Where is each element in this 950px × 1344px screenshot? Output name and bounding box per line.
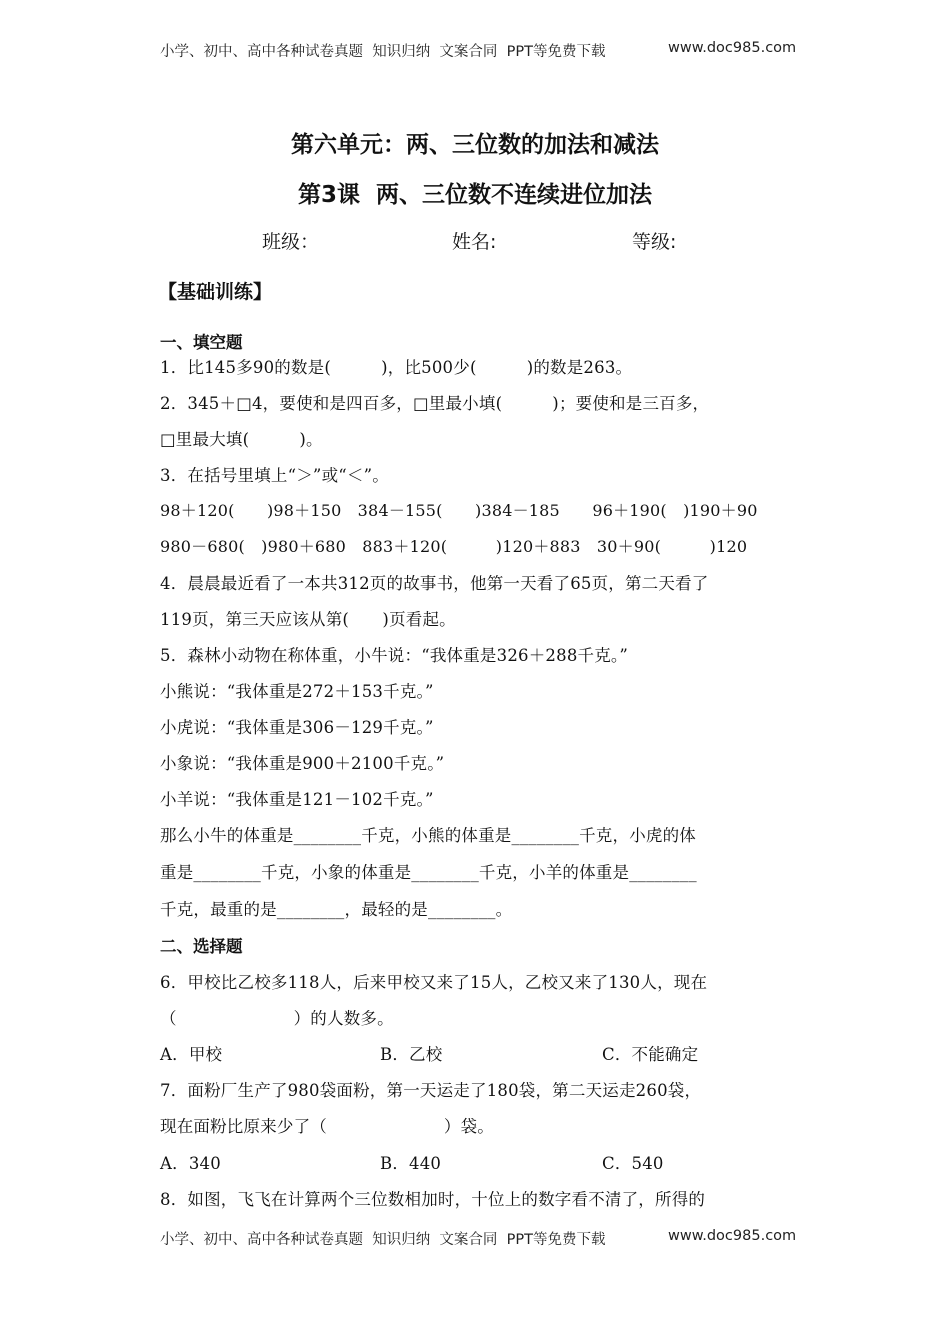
- question-line: （ ）的人数多。: [160, 1009, 394, 1028]
- lesson-title: 第3课 两、三位数不连续进位加法: [297, 182, 653, 208]
- question-line: 5．森林小动物在称体重，小牛说：“我体重是326＋288千克。”: [160, 646, 629, 665]
- part1-heading: 一、填空题: [160, 333, 243, 352]
- page-footer-text: 小学、初中、高中各种试卷真题 知识归纳 文案合同 PPT等免费下载: [160, 1232, 606, 1248]
- unit-title: 第六单元：两、三位数的加法和减法: [291, 132, 659, 158]
- question-line: 千克，最重的是________，最轻的是________。: [160, 900, 513, 919]
- question-line: 7．面粉厂生产了980袋面粉，第一天运走了180袋，第二天运走260袋，: [160, 1081, 702, 1100]
- page-header-url: www.doc985.com: [668, 40, 797, 56]
- grade-label: 等级:: [632, 231, 677, 253]
- option-b: B．440: [380, 1154, 442, 1173]
- class-label: 班级：: [262, 231, 320, 253]
- question-line: 6．甲校比乙校多118人，后来甲校又来了15人，乙校又来了130人，现在: [160, 973, 708, 992]
- part2-heading: 二、选择题: [160, 937, 243, 956]
- section-basic-training: 【基础训练】: [158, 281, 273, 303]
- option-c: C．540: [602, 1154, 664, 1173]
- name-label: 姓名:: [452, 231, 497, 253]
- question-line: 8．如图，飞飞在计算两个三位数相加时，十位上的数字看不清了，所得的: [160, 1190, 706, 1209]
- question-line: 小象说：“我体重是900＋2100千克。”: [160, 754, 445, 773]
- question-line: 那么小牛的体重是________千克，小熊的体重是________千克，小虎的体: [160, 826, 696, 845]
- question-line: 小熊说：“我体重是272＋153千克。”: [160, 682, 434, 701]
- page-header-text: 小学、初中、高中各种试卷真题 知识归纳 文案合同 PPT等免费下载: [160, 44, 606, 60]
- question-line: 98＋120( )98＋150 384－155( )384－185 96＋190( )190＋90: [160, 501, 758, 520]
- question-line: □里最大填( )。: [160, 430, 323, 449]
- option-a: A．340: [160, 1154, 221, 1173]
- question-line: 重是________千克，小象的体重是________千克，小羊的体重是________: [160, 863, 697, 882]
- question-line: 3．在括号里填上“＞”或“＜”。: [160, 466, 389, 485]
- option-c: C．不能确定: [602, 1045, 699, 1064]
- option-b: B．乙校: [380, 1045, 443, 1064]
- question-line: 119页，第三天应该从第( )页看起。: [160, 610, 456, 629]
- question-line: 现在面粉比原来少了（ ）袋。: [160, 1117, 494, 1136]
- question-line: 980－680( )980＋680 883＋120( )120＋883 30＋90( )120: [160, 537, 748, 556]
- question-line: 1．比145多90的数是( )，比500少( )的数是263。: [160, 358, 633, 377]
- question-line: 小虎说：“我体重是306－129千克。”: [160, 718, 434, 737]
- question-line: 4．晨晨最近看了一本共312页的故事书，他第一天看了65页，第二天看了: [160, 574, 709, 593]
- question-line: 2．345＋□4，要使和是四百多，□里最小填( )；要使和是三百多，: [160, 394, 710, 413]
- question-line: 小羊说：“我体重是121－102千克。”: [160, 790, 434, 809]
- option-a: A．甲校: [160, 1045, 223, 1064]
- page-footer-url: www.doc985.com: [668, 1228, 797, 1244]
